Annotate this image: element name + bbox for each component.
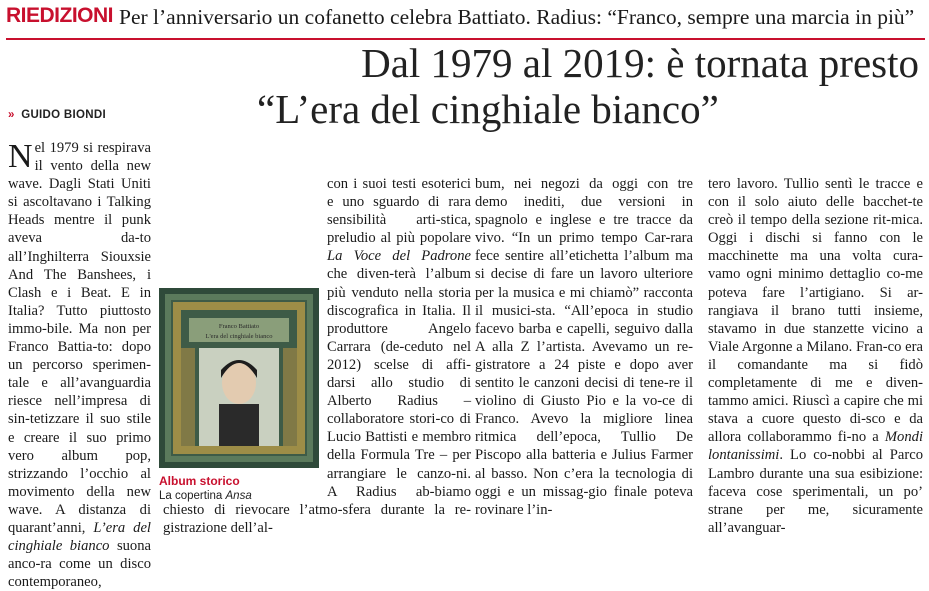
strap-line: Per l’anniversario un cofanetto celebra Battiato. Radius: “Franco, sempre una marcia in più” (119, 5, 915, 29)
photo-caption-title: Album storico (159, 474, 240, 488)
author-name: GUIDO BIONDI (21, 109, 106, 121)
album-title-3: Mondi lontanissimi (708, 429, 923, 464)
headline-line2: “L’era del cinghiale bianco” (257, 86, 719, 132)
album-cover-image (159, 288, 319, 468)
drop-cap: N (8, 138, 33, 175)
column-3 (475, 175, 693, 519)
section-kicker: RIEDIZIONI (6, 4, 114, 27)
col2-text-b: che diven-terà l’album più venduto nella storia discografica in Italia. Il produttore Angelo Carrara (de-ceduto nel 2012) scelse di affi-darsi allo studio di Alberto Radius – collaboratore stori-co di Lucio Battisti e membro della Formula Tre – per arrangiare le canzo-ni. A Radius ab-biamo chiesto di rievocare l’atmo-sfera durante la re-gistrazione dell’al- (163, 266, 471, 536)
col4-text-a: tero lavoro. Tullio sentì le tracce e con il solo aiuto delle bacchet-te creò il tempo della sezione rit-mica. Oggi i dischi si fanno con le macchinette ma una volta cura-vamo ogni minimo dettaglio co-me poteva fare l’artigiano. Si ar-rangiava il brano tutti insieme, stavamo in due stanzette vicino a Viale Argonne a Milano. Fran-co era il comandante ma si fidò completamente di me e diven-tammo amici. Riuscì a capire che mi stava a cuore questo di-sco e da allora collaborammo fi-no a (708, 176, 923, 446)
col2-text-a: con i suoi testi esoterici e uno sguardo di rara sensibilità arti-stica, preludio al più popolare (327, 176, 471, 247)
column-1 (8, 139, 151, 591)
photo-credit: Ansa (225, 490, 252, 502)
cover-artist-text: Franco Battiato (218, 323, 260, 330)
byline (8, 109, 106, 121)
album-title-2: La Voce del Padrone (327, 248, 471, 265)
headline (235, 40, 925, 132)
headline-line1: Dal 1979 al 2019: è tornata presto (361, 40, 919, 86)
col3-text: bum, nei negozi da oggi con tre demo inediti, due versioni in spagnolo e inglese e tre tracce da vivo. “In un primo tempo Car-rara fece sentire all’etichetta l’album ma si decise di fare un lavoro ulteriore per la musica e mi chiamò” racconta il musici-sta. “All’epoca in studio facevo barba e capelli, seguivo dalla A alla Z l’artista. Avevamo un re-gistratore a 24 piste e dopo aver sentito le canzoni decisi di tene-re il violino di Giusto Pio e la vo-ce di Franco. Avevo la migliore linea ritmica dell’epoca, Tullio De Piscopo alla batteria e Julius Farmer al basso. Non c’era la tecnologia di oggi e un missag-gio finale poteva rovinare l’in- (475, 176, 693, 518)
col1-tail: suona anco-ra come un disco contemporaneo, (8, 538, 151, 591)
caption-text: La copertina (159, 490, 223, 502)
byline-marks: » (8, 109, 15, 121)
col1-text: el 1979 si respirava il vento della new wave. Dagli Stati Uniti si ascoltavano i Talking Heads mentre il punk aveva da-to all’Inghilterra Siouxsie And The Banshees, i Clash e i Beat. E in Italia? Tutto piuttosto immo-bile. Ma non per Franco Battia-to: dopo un percorso sperimen-tale e all’avanguardia riesce nell’impresa di sin-tetizzare il suo stile e creare il suo primo vero album pop, strizzando l’occhio al movimento della new wave. A distanza di quarant’anni, (8, 140, 151, 536)
album-title-1: L’era del cinghiale bianco (8, 519, 151, 555)
col4-text-b: . Lo co-nobbi al Parco Lambro durante una sua esibizione: faceva cose sperimentali, un po’ strane per me, sicuramente all’avanguar- (708, 447, 923, 536)
top-strap (0, 0, 929, 36)
photo-caption (159, 490, 252, 502)
column-4 (708, 175, 923, 537)
cover-title-text: L'era del cinghiale bianco (205, 333, 273, 340)
